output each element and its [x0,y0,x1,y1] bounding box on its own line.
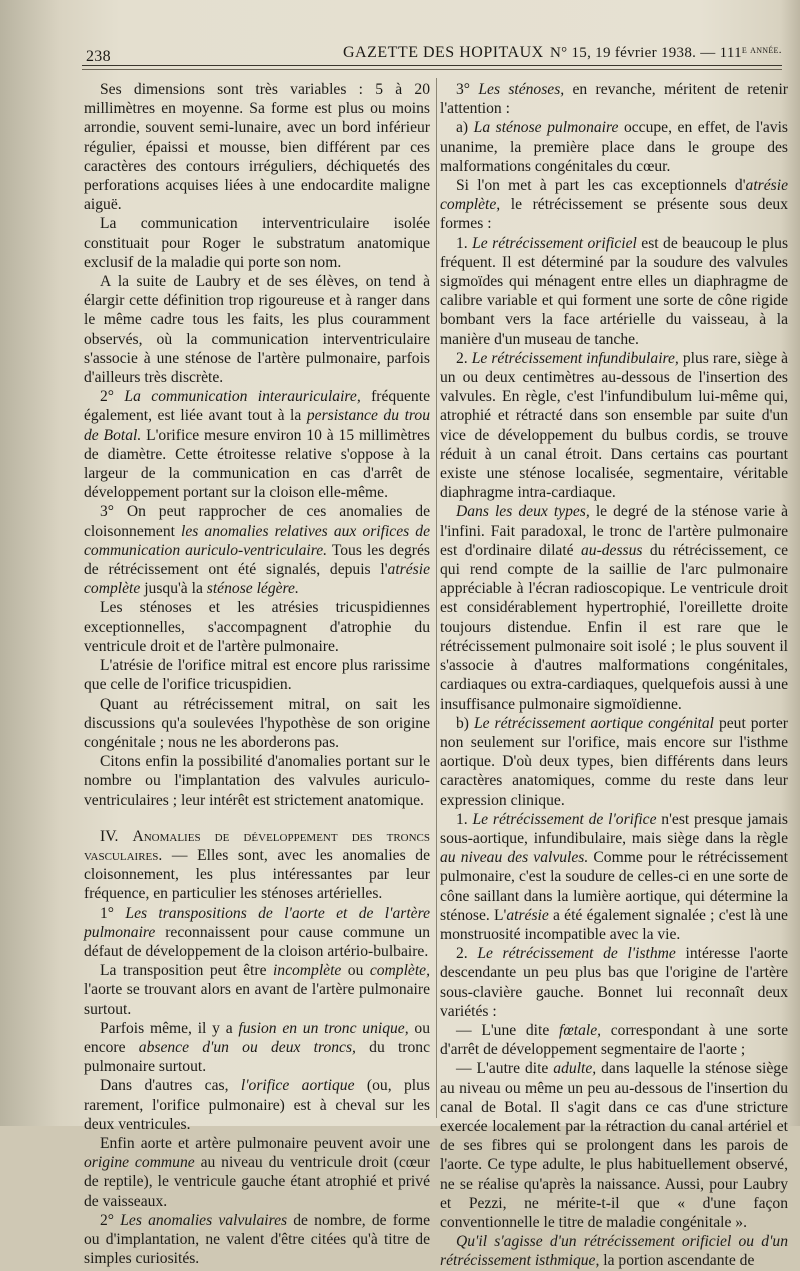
issue-date: N° 15, 19 février 1938. — $111^{e année.}$ [550,44,782,61]
column-divider [436,78,437,1118]
paragraph: Ses dimensions sont très variables : 5 à 20 millimètres en moyenne. Sa forme est plus ou moins arrondie, souvent semi-lunaire, avec un bord inférieur régulier, épaissi et mousse, bien différent par ces caractères des contours irréguliers, déchiquetés des perforations acquises liées à une endocardite maligne aiguë. [84,81,430,214]
running-header [86,44,786,66]
paragraph: Dans d'autres cas, l'orifice aortique (ou, plus rarement, l'orifice pulmonaire) est à cheval sur les deux ventricules. [84,1077,430,1133]
paragraph: Les sténoses et les atrésies tricuspidiennes exceptionnelles, s'accompagnent d'atrophie du ventricule droit et de l'artère pulmonaire. [84,599,430,655]
paragraph: 1. Le rétrécissement de l'orifice n'est presque jamais sous-aortique, infundibulaire, mais siège dans la règle au niveau des valvules. Comme pour le rétrécissement pulmonaire, c'est la soudure de celles-ci en une sorte de cône saillant dans la lumière aortique, qui détermine la sténose. L'atrésie a été également signalée ; c'est là une monstruosité incompatible avec la vie. [440,810,789,943]
header-rule [82,65,782,66]
paragraph: — L'autre dite adulte, dans laquelle la sténose siège au niveau ou même un peu au-dessous de l'insertion du canal de Botal. Il s'agit dans ce cas d'une stricture exercée localement par la rétraction du canal artériel et de ses fibres qui se prolongent dans les parois de l'aorte. Ce type adulte, le plus habituellement observé, ne se réalise qu'après la naissance. Aussi, pour Laubry et Pezzi, ne mérite-t-il que « d'une façon conventionnelle le titre de maladie congénitale ». [440,1060,789,1231]
paragraph: 2° Les anomalies valvulaires de nombre, de forme ou d'implantation, ne valent d'être citées qu'à titre de simples curiosités. [84,1211,430,1268]
paragraph: Qu'il s'agisse d'un rétrécissement orificiel ou d'un rétrécissement isthmique, la portion ascendante de [440,1233,788,1270]
paragraph: 2. Le rétrécissement infundibulaire, plus rare, siège à un ou deux centimètres au-dessous de l'insertion des valvules. En règle, c'est l'infundibulum lui-même qui, atrophié et rétracté dans son ensemble par suite d'un vice de développement du bulbus cordis, se trouve réduit à un canal étroit. Dans certains cas pourtant existe une sténose localisée, segmentaire, véritable diaphragme intra-cardiaque. [440,349,788,502]
paragraph: Parfois même, il y a fusion en un tronc unique, ou encore absence d'un ou deux troncs, du tronc pulmonaire surtout. [84,1019,431,1076]
paragraph: b) Le rétrécissement aortique congénital peut porter non seulement sur l'orifice, mais encore sur l'isthme aortique. D'où deux types, bien différents dans leurs caractères anatomiques, comme du reste dans leur expression clinique. [440,714,788,809]
section-heading: Anomalies de développement des troncs vasculaires. [84,827,430,864]
paragraph: Si l'on met à part les cas exceptionnels d'atrésie complète, le rétrécissement se présente sous deux formes : [440,177,788,233]
journal-title: GAZETTE DES HOPITAUX [343,44,544,61]
paragraph: 2. Le rétrécissement de l'isthme intéresse l'aorte descendante un peu plus bas que l'origine de l'artère sous-clavière gauche. Bonnet lui reconnaît deux variétés : [440,945,788,1020]
paragraph: Citons enfin la possibilité d'anomalies portant sur le nombre ou l'implantation des valvules auriculo-ventriculaires ; leur intérêt est strictement anatomique. [84,753,430,809]
paragraph: Dans les deux types, le degré de la sténose varie à l'infini. Fait paradoxal, le tronc de l'artère pulmonaire est d'ordinaire dilaté au-dessus du rétrécissement, ce qui rend compte de la saillie de l'arc pulmonaire appréciable à l'écran radioscopique. Le ventricule droit est considérablement hypertrophié, l'oreillette droite toujours distendue. Enfin il est rare que le rétrécissement pulmonaire soit isolé ; le plus souvent il s'associe à d'autres malformations congénitales, cardiaques ou extra-cardiaques, quelquefois aussi à une insuffisance pulmonaire sigmoïdienne. [440,503,788,713]
paragraph: 3° On peut rapprocher de ces anomalies de cloisonnement les anomalies relatives aux orifices de communication auriculo-ventriculaire. Tous les degrés de rétrécissement ont été signalés, depuis l'atrésie complète jusqu'à la sténose légère. [84,503,430,598]
right-column [440,80,788,1271]
paragraph: Enfin aorte et artère pulmonaire peuvent avoir une origine commune au niveau du ventricule droit (cœur de reptile), le ventricule gauche étant atrophié et privé de vaisseaux. [84,1134,430,1210]
paragraph: — L'une dite fœtale, correspondant à une sorte d'arrêt de développement segmentaire de l'aorte ; [440,1021,788,1059]
section-heading-paragraph: IV. Anomalies de développement des troncs vasculaires. — Elles sont, avec les anomalies de cloisonnement, les plus intéressantes par leur fréquence, en particulier les sténoses artérielles. [84,827,430,903]
page-number: 238 [86,48,111,65]
paragraph: L'atrésie de l'orifice mitral est encore plus rarissime que celle de l'orifice tricuspidien. [84,657,430,694]
paragraph: Quant au rétrécissement mitral, on sait les discussions qu'a soulevées l'hypothèse de son origine congénitale ; nous ne les aborderons pas. [84,695,430,751]
paragraph: A la suite de Laubry et de ses élèves, on tend à élargir cette définition trop rigoureuse et à ranger dans le même cadre tous les faits, les plus couramment observés, où la communication interventriculaire s'associe à une sténose de l'artère pulmonaire, parfois d'ailleurs très discrète. [84,273,430,387]
paragraph: 1. Le rétrécissement orificiel est de beaucoup le plus fréquent. Il est déterminé par la soudure des valvules sigmoïdes qui ménagent entre elles un diaphragme de calibre variable et qui forment une sorte de cône rigide bombant vers la face artérielle du vaisseau, à la manière d'un museau de tanche. [440,234,789,348]
left-column [84,80,430,1268]
paragraph: La communication interventriculaire isolée constituait pour Roger le substratum anatomique exclusif de la maladie qui porte son nom. [84,215,430,271]
paragraph: 3° Les sténoses, en revanche, méritent de retenir l'attention : [440,81,789,118]
paragraph: a) La sténose pulmonaire occupe, en effet, de l'avis unanime, la première place dans le groupe des malformations congénitales du cœur. [440,119,789,175]
paragraph: 1° Les transpositions de l'aorte et de l'artère pulmonaire reconnaissent pour cause commune un défaut de développement de la cloison artério-bulbaire. [84,904,430,960]
paragraph: La transposition peut être incomplète ou complète, l'aorte se trouvant alors en avant de l'artère pulmonaire surtout. [84,962,430,1018]
header-rule-thin [82,69,782,70]
paragraph: 2° La communication interauriculaire, fréquente également, est liée avant tout à la persistance du trou de Botal. L'orifice mesure environ 10 à 15 millimètres de diamètre. Cette étroitesse relative s'oppose à la largeur de la communication en cas d'arrêt de développement portant sur la cloison elle-même. [84,388,430,502]
